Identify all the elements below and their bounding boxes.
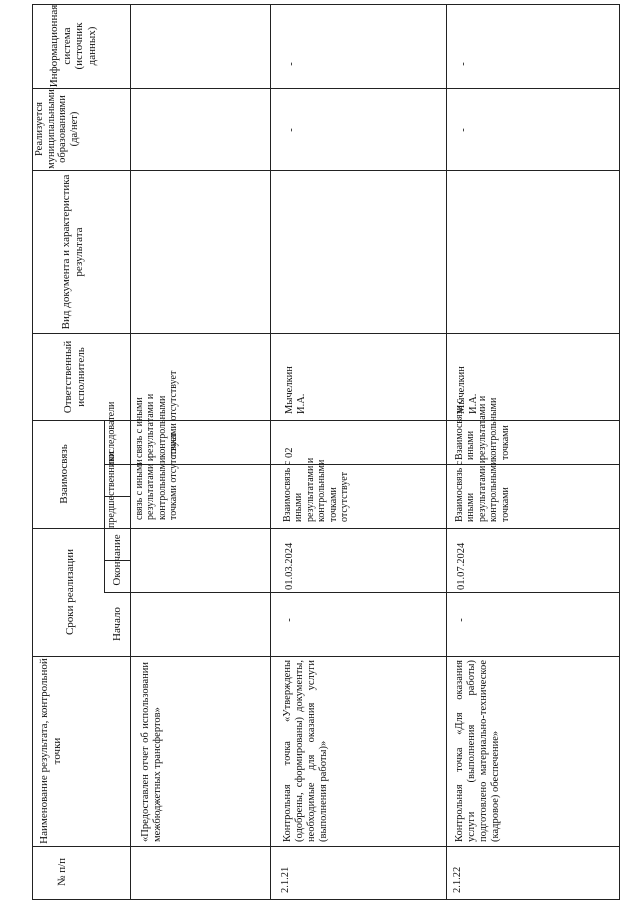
table-row-2-pred: Взаимосвязь с иными результатами и контрольными точками отсутствует	[282, 457, 351, 522]
header-num: № п/п	[56, 857, 68, 887]
table-row-2-muni: -	[286, 128, 297, 132]
table-row-2-succ: 02	[284, 447, 295, 458]
table-row-1-pred: связь с иными результатами и контрольными точками отсутствует	[134, 432, 180, 520]
table-row-2-start: -	[284, 618, 295, 622]
row-split-start-end	[104, 592, 620, 593]
header-bottom-line	[130, 4, 131, 900]
table-border-left	[32, 4, 33, 900]
table-row-3-pred: Взаимосвязь с иными результатами и контрольными точками	[454, 457, 511, 522]
table-row-2-num: 2.1.21	[280, 866, 291, 893]
header-resp: Ответственный исполнитель	[62, 340, 87, 414]
header-terms: Сроки реализации	[64, 548, 76, 636]
table-border-right	[619, 4, 620, 900]
row-line-1	[270, 4, 271, 900]
row-split-resp-doc	[32, 333, 620, 334]
table-row-3-start: -	[456, 618, 467, 622]
table-row-3-muni: -	[458, 128, 469, 132]
row-line-2	[446, 4, 447, 900]
header-doc: Вид документа и характеристика результата	[60, 174, 85, 330]
table-row-1-succ: связь с иными результатами и контрольными точками отсутствует	[134, 370, 180, 458]
table-row-1-name: «Предоставлен отчет об использовании межбюджетных трансфертов»	[140, 662, 163, 842]
table-row-3-end: 01.07.2024	[456, 542, 467, 590]
table-row-3-resp: Мычелкин И.А.	[456, 366, 479, 414]
header-muni: Реализуется муниципальными образованиями (да/нет)	[34, 89, 80, 169]
table-row-3-num: 2.1.22	[452, 866, 463, 893]
header-info: Информационная система (источник данных)	[48, 4, 98, 88]
table-row-3-name: Контрольная точка «Для оказания услуги (выполнения работы) подготовлено материально-техническое (кадровое) обеспечение»	[454, 660, 501, 842]
row-split-doc-muni	[32, 170, 620, 171]
row-split-num	[32, 846, 620, 847]
table-border-bottom	[32, 899, 620, 900]
header-end: Окончание	[111, 534, 123, 586]
table-row-3-succ: Взаимосвязь с иными результатами и контрольными точками	[454, 395, 511, 460]
table-row-3-info: -	[458, 62, 469, 66]
header-link: Взаимосвязь	[58, 444, 70, 504]
table-row-2-info: -	[286, 62, 297, 66]
table-row-2-name: Контрольная точка «Утверждены (одобрены, сформированы) документы, необходимые для оказания услуги (выполнения работы)»	[282, 660, 329, 842]
header-sub-line	[104, 420, 105, 592]
header-start: Начало	[111, 607, 123, 641]
row-split-name	[32, 656, 620, 657]
header-succ: последователи	[106, 401, 117, 464]
table-row-2-end: 01.03.2024	[284, 542, 295, 590]
header-name: Наименование результата, контрольной точки	[38, 658, 63, 844]
table-row-2-resp: Мычелкин И.А.	[284, 366, 307, 414]
header-pred: предшественники	[106, 451, 117, 528]
